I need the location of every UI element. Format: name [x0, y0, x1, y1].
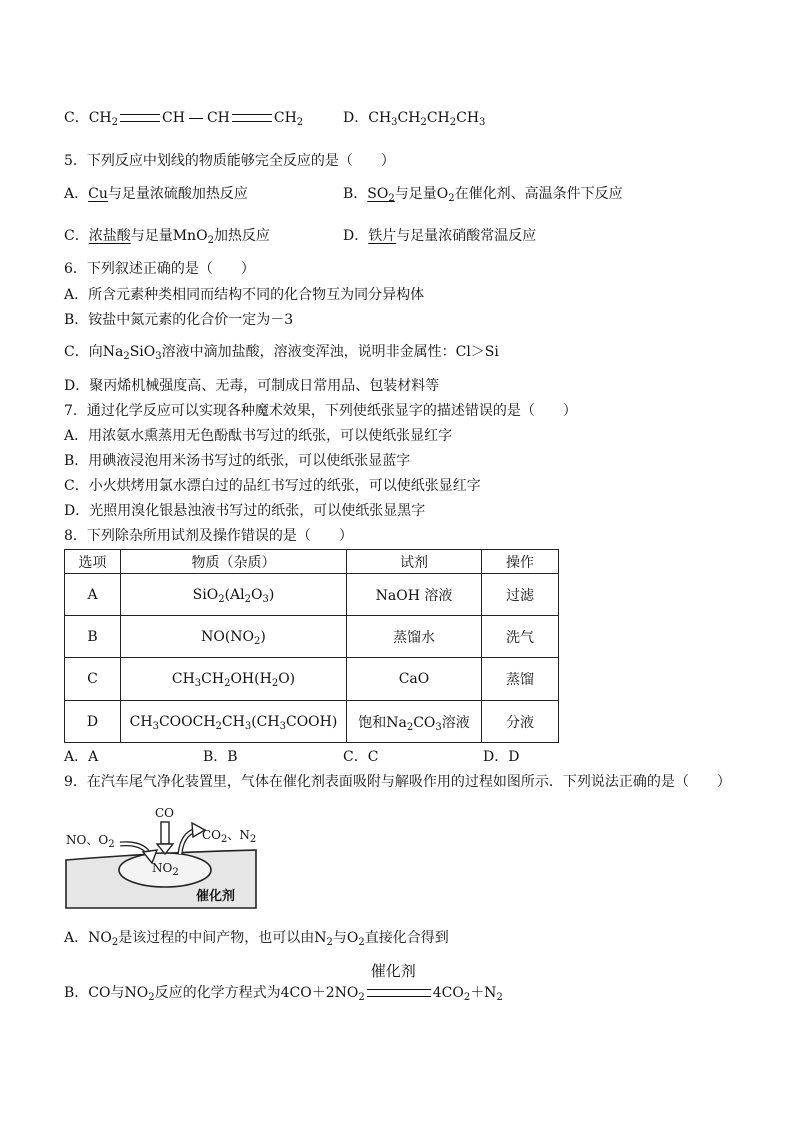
q8-choice-a: A．A [64, 749, 99, 765]
header-cell: 试剂 [347, 550, 482, 574]
header-cell: 选项 [65, 550, 121, 574]
q7-option-d: D．光照用溴化银悬浊液书写过的纸张，可以使纸张显黑字 [64, 503, 426, 519]
cell-substance: $SiO_2(Al_2O_3)$ [121, 574, 347, 616]
q4-option-d: D．$CH_3CH_2CH_2CH_3$ [343, 110, 486, 128]
q4-option-c: C．$CH_2$ CH CH $CH_2$ [64, 110, 304, 128]
q7-option-a: A．用浓氨水熏蒸用无色酚酞书写过的纸张，可以使纸张显红字 [64, 428, 453, 444]
cell-reagent: 饱和$Na_2CO_3$溶液 [347, 701, 482, 743]
cell-substance: $NO(NO_2)$ [121, 616, 347, 658]
q9-option-b: B．CO与$NO_2$反应的化学方程式为$4CO+2NO_2$ 催化剂 $4CO_2+N_2$ [64, 962, 503, 1003]
cell-operation: 分液 [482, 701, 559, 743]
double-bond [120, 114, 160, 122]
input-gas-label: NO、$O_2$ [66, 833, 115, 850]
table-header-row [65, 550, 559, 574]
q5-option-b: B．$SO_2$与足量$O_2$在催化剂、高温条件下反应 [343, 186, 623, 204]
q8-choice-c: C．C [343, 749, 379, 765]
ellipse-label: $NO_2$ [152, 861, 179, 878]
cell-reagent: CaO [347, 658, 482, 701]
q6-option-c: C．向$Na_2SiO_3$溶液中滴加盐酸，溶液变浑浊，说明非金属性：Cl＞Si [64, 344, 499, 362]
q8-stem: 8．下列除杂所用试剂及操作错误的是（ ） [64, 528, 353, 544]
q8-choice-b: B．B [203, 749, 238, 765]
cell-reagent: NaOH 溶液 [347, 574, 482, 616]
q9-stem: 9．在汽车尾气净化装置里，气体在催化剂表面吸附与解吸作用的过程如图所示．下列说法正确的是（ ） [64, 774, 731, 790]
cell-operation: 过滤 [482, 574, 559, 616]
q9-option-a: A．$NO_2$是该过程的中间产物，也可以由$N_2$与$O_2$直接化合得到 [64, 930, 449, 948]
q5-stem: 5．下列反应中划线的物质能够完全反应的是（ ） [64, 153, 395, 169]
catalyst-diagram [64, 806, 260, 910]
q7-stem: 7．通过化学反应可以实现各种魔术效果，下列使纸张显字的描述错误的是（ ） [64, 403, 577, 419]
double-bond [232, 114, 272, 122]
q5-option-c: C．浓盐酸与足量MnO$_2$加热反应 [64, 228, 270, 246]
q6-option-a: A．所含元素种类相同而结构不同的化合物互为同分异构体 [64, 287, 425, 303]
cell-substance: $CH_3COOCH_2CH_3(CH_3COOH)$ [121, 701, 347, 743]
q6-stem: 6．下列叙述正确的是（ ） [64, 261, 255, 277]
co-label: CO [155, 806, 175, 820]
output-gas-label: $CO_2$、$N_2$ [202, 828, 257, 845]
q7-option-c: C．小火烘烤用氯水漂白过的品红书写过的纸张，可以使纸张显红字 [64, 478, 481, 494]
q7-option-b: B．用碘液浸泡用米汤书写过的纸张，可以使纸张显蓝字 [64, 453, 411, 469]
co-arrow [161, 822, 169, 844]
cell-substance: $CH_3CH_2OH(H_2O)$ [121, 658, 347, 701]
header-cell: 物质（杂质） [121, 550, 347, 574]
table-row [65, 701, 559, 743]
q6-option-d: D．聚丙烯机械强度高、无毒，可制成日常用品、包装材料等 [64, 378, 440, 394]
single-bond [189, 118, 203, 119]
cell-operation: 洗气 [482, 616, 559, 658]
q8-table [64, 549, 559, 743]
cell-reagent: 蒸馏水 [347, 616, 482, 658]
equation-condition: 催化剂 [365, 983, 433, 1003]
cell-option: C [65, 658, 121, 701]
cell-option: A [65, 574, 121, 616]
header-cell: 操作 [482, 550, 559, 574]
q8-choice-d: D．D [483, 749, 520, 765]
q6-option-b: B．铵盐中氮元素的化合价一定为－3 [64, 312, 294, 328]
cell-operation: 蒸馏 [482, 658, 559, 701]
table-row [65, 574, 559, 616]
q5-option-a: A．Cu与足量浓硫酸加热反应 [64, 186, 248, 202]
catalyst-label: 催化剂 [196, 889, 236, 904]
q5-option-d: D．铁片与足量浓硝酸常温反应 [343, 228, 537, 244]
cell-option: B [65, 616, 121, 658]
table-row [65, 616, 559, 658]
cell-option: D [65, 701, 121, 743]
table-row [65, 658, 559, 701]
